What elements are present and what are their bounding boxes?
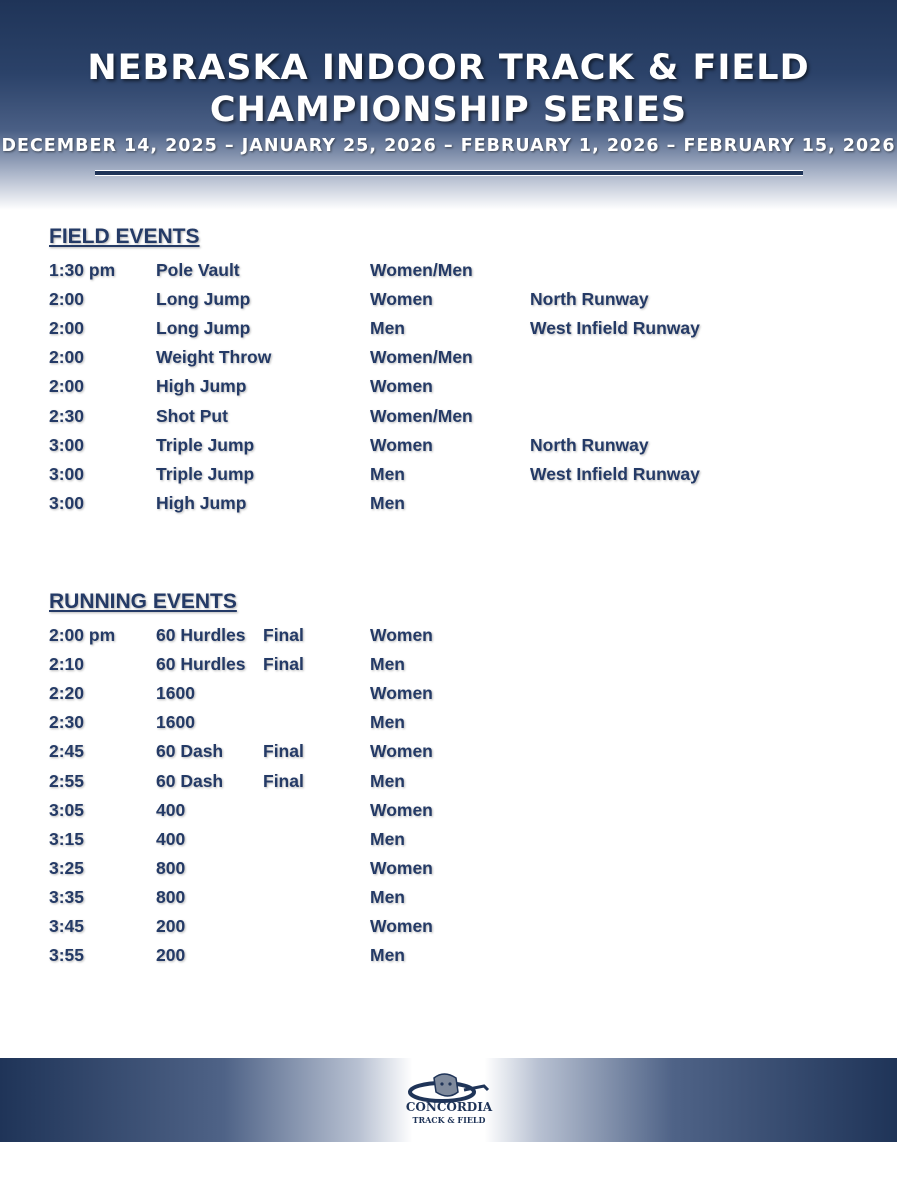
event-gender: Women xyxy=(370,916,433,936)
event-gender: Women xyxy=(370,625,433,645)
event-name: 1600 xyxy=(156,712,195,733)
running-event-row xyxy=(0,625,897,654)
event-name: Triple Jump xyxy=(156,463,255,484)
event-gender: Women xyxy=(370,799,433,820)
event-time: 3:25 xyxy=(49,857,85,878)
event-gender: Women xyxy=(370,376,433,397)
event-time: 2:00 xyxy=(49,289,85,310)
event-name: 400 xyxy=(156,828,186,849)
event-location: West Infield Runway xyxy=(530,318,700,339)
event-location: North Runway xyxy=(530,289,649,310)
event-name: Triple Jump xyxy=(156,434,255,455)
event-name: High Jump xyxy=(156,376,247,397)
field-event-row xyxy=(0,406,897,435)
event-name: 400 xyxy=(156,799,186,820)
event-gender: Women xyxy=(370,857,433,878)
event-time: 3:15 xyxy=(49,828,85,849)
event-gender: Men xyxy=(370,492,405,513)
field-event-row xyxy=(0,347,897,376)
page-title-line2: CHAMPIONSHIP SERIES xyxy=(209,90,688,130)
event-time: 2:45 xyxy=(49,741,85,762)
running-event-row xyxy=(0,945,897,974)
running-event-row xyxy=(0,683,897,712)
running-events-heading: RUNNING EVENTS xyxy=(49,590,237,613)
logo-line1: CONCORDIA xyxy=(405,1100,493,1114)
event-time: 2:00 xyxy=(49,318,85,339)
event-gender: Women xyxy=(370,741,433,762)
event-gender: Men xyxy=(370,886,405,907)
event-time: 2:20 xyxy=(49,683,85,704)
field-event-row xyxy=(0,493,897,522)
field-event-row xyxy=(0,464,897,493)
event-name: 200 xyxy=(156,945,186,966)
event-time: 3:55 xyxy=(49,945,85,966)
event-time: 1:30 pm xyxy=(49,260,116,280)
field-event-row xyxy=(0,318,897,347)
event-location: West Infield Runway xyxy=(530,463,700,484)
event-name: High Jump xyxy=(156,492,247,513)
event-round: Final xyxy=(263,770,304,791)
event-gender: Men xyxy=(370,770,405,791)
field-event-row xyxy=(0,376,897,405)
event-gender: Men xyxy=(370,828,405,849)
event-name: 60 Dash xyxy=(156,741,224,762)
event-name: 800 xyxy=(156,886,186,907)
event-gender: Women xyxy=(370,683,433,704)
event-gender: Men xyxy=(370,712,405,733)
event-gender: Women xyxy=(370,434,433,455)
event-time: 3:00 xyxy=(49,434,85,455)
event-name: 60 Hurdles xyxy=(156,625,246,645)
header-banner xyxy=(0,0,897,210)
event-time: 2:30 xyxy=(49,405,85,426)
running-event-row xyxy=(0,800,897,829)
running-event-row xyxy=(0,771,897,800)
event-name: Pole Vault xyxy=(156,260,240,280)
field-event-row xyxy=(0,435,897,464)
event-location: North Runway xyxy=(530,434,649,455)
running-event-row xyxy=(0,741,897,770)
event-time: 2:00 xyxy=(49,347,85,368)
series-dates: DECEMBER 14, 2025 – JANUARY 25, 2026 – FEBRUARY 1, 2026 – FEBRUARY 15, 2026 xyxy=(1,136,896,156)
running-event-row xyxy=(0,916,897,945)
field-events-heading: FIELD EVENTS xyxy=(49,225,200,248)
field-event-row xyxy=(0,289,897,318)
event-round: Final xyxy=(263,741,304,762)
event-name: 60 Dash xyxy=(156,770,224,791)
event-gender: Women/Men xyxy=(370,405,473,426)
running-event-row xyxy=(0,654,897,683)
event-name: 800 xyxy=(156,857,186,878)
page-title-line1: NEBRASKA INDOOR TRACK & FIELD xyxy=(87,48,810,88)
event-name: 1600 xyxy=(156,683,195,704)
event-round: Final xyxy=(263,625,304,645)
event-gender: Men xyxy=(370,945,405,966)
event-gender: Men xyxy=(370,463,405,484)
event-gender: Men xyxy=(370,654,405,675)
event-time: 3:05 xyxy=(49,799,85,820)
logo-line2: TRACK & FIELD xyxy=(412,1115,486,1125)
event-time: 2:30 xyxy=(49,712,85,733)
event-name: 200 xyxy=(156,916,186,936)
event-time: 2:10 xyxy=(49,654,85,675)
header-divider xyxy=(95,170,803,176)
field-event-row xyxy=(0,260,897,289)
running-event-row xyxy=(0,858,897,887)
event-gender: Men xyxy=(370,318,405,339)
event-time: 3:00 xyxy=(49,463,85,484)
event-time: 2:00 xyxy=(49,376,85,397)
event-name: Weight Throw xyxy=(156,347,272,368)
event-name: Long Jump xyxy=(156,318,251,339)
event-round: Final xyxy=(263,654,304,675)
event-time: 3:35 xyxy=(49,886,85,907)
event-name: Long Jump xyxy=(156,289,251,310)
running-event-row xyxy=(0,887,897,916)
running-event-row xyxy=(0,829,897,858)
event-name: 60 Hurdles xyxy=(156,654,246,675)
event-time: 2:55 xyxy=(49,770,85,791)
concordia-logo xyxy=(404,1072,494,1130)
event-gender: Women/Men xyxy=(370,260,473,280)
event-name: Shot Put xyxy=(156,405,228,426)
event-time: 3:00 xyxy=(49,492,85,513)
event-time: 3:45 xyxy=(49,916,85,936)
event-gender: Women xyxy=(370,289,433,310)
event-time: 2:00 pm xyxy=(49,625,116,645)
running-event-row xyxy=(0,712,897,741)
event-gender: Women/Men xyxy=(370,347,473,368)
